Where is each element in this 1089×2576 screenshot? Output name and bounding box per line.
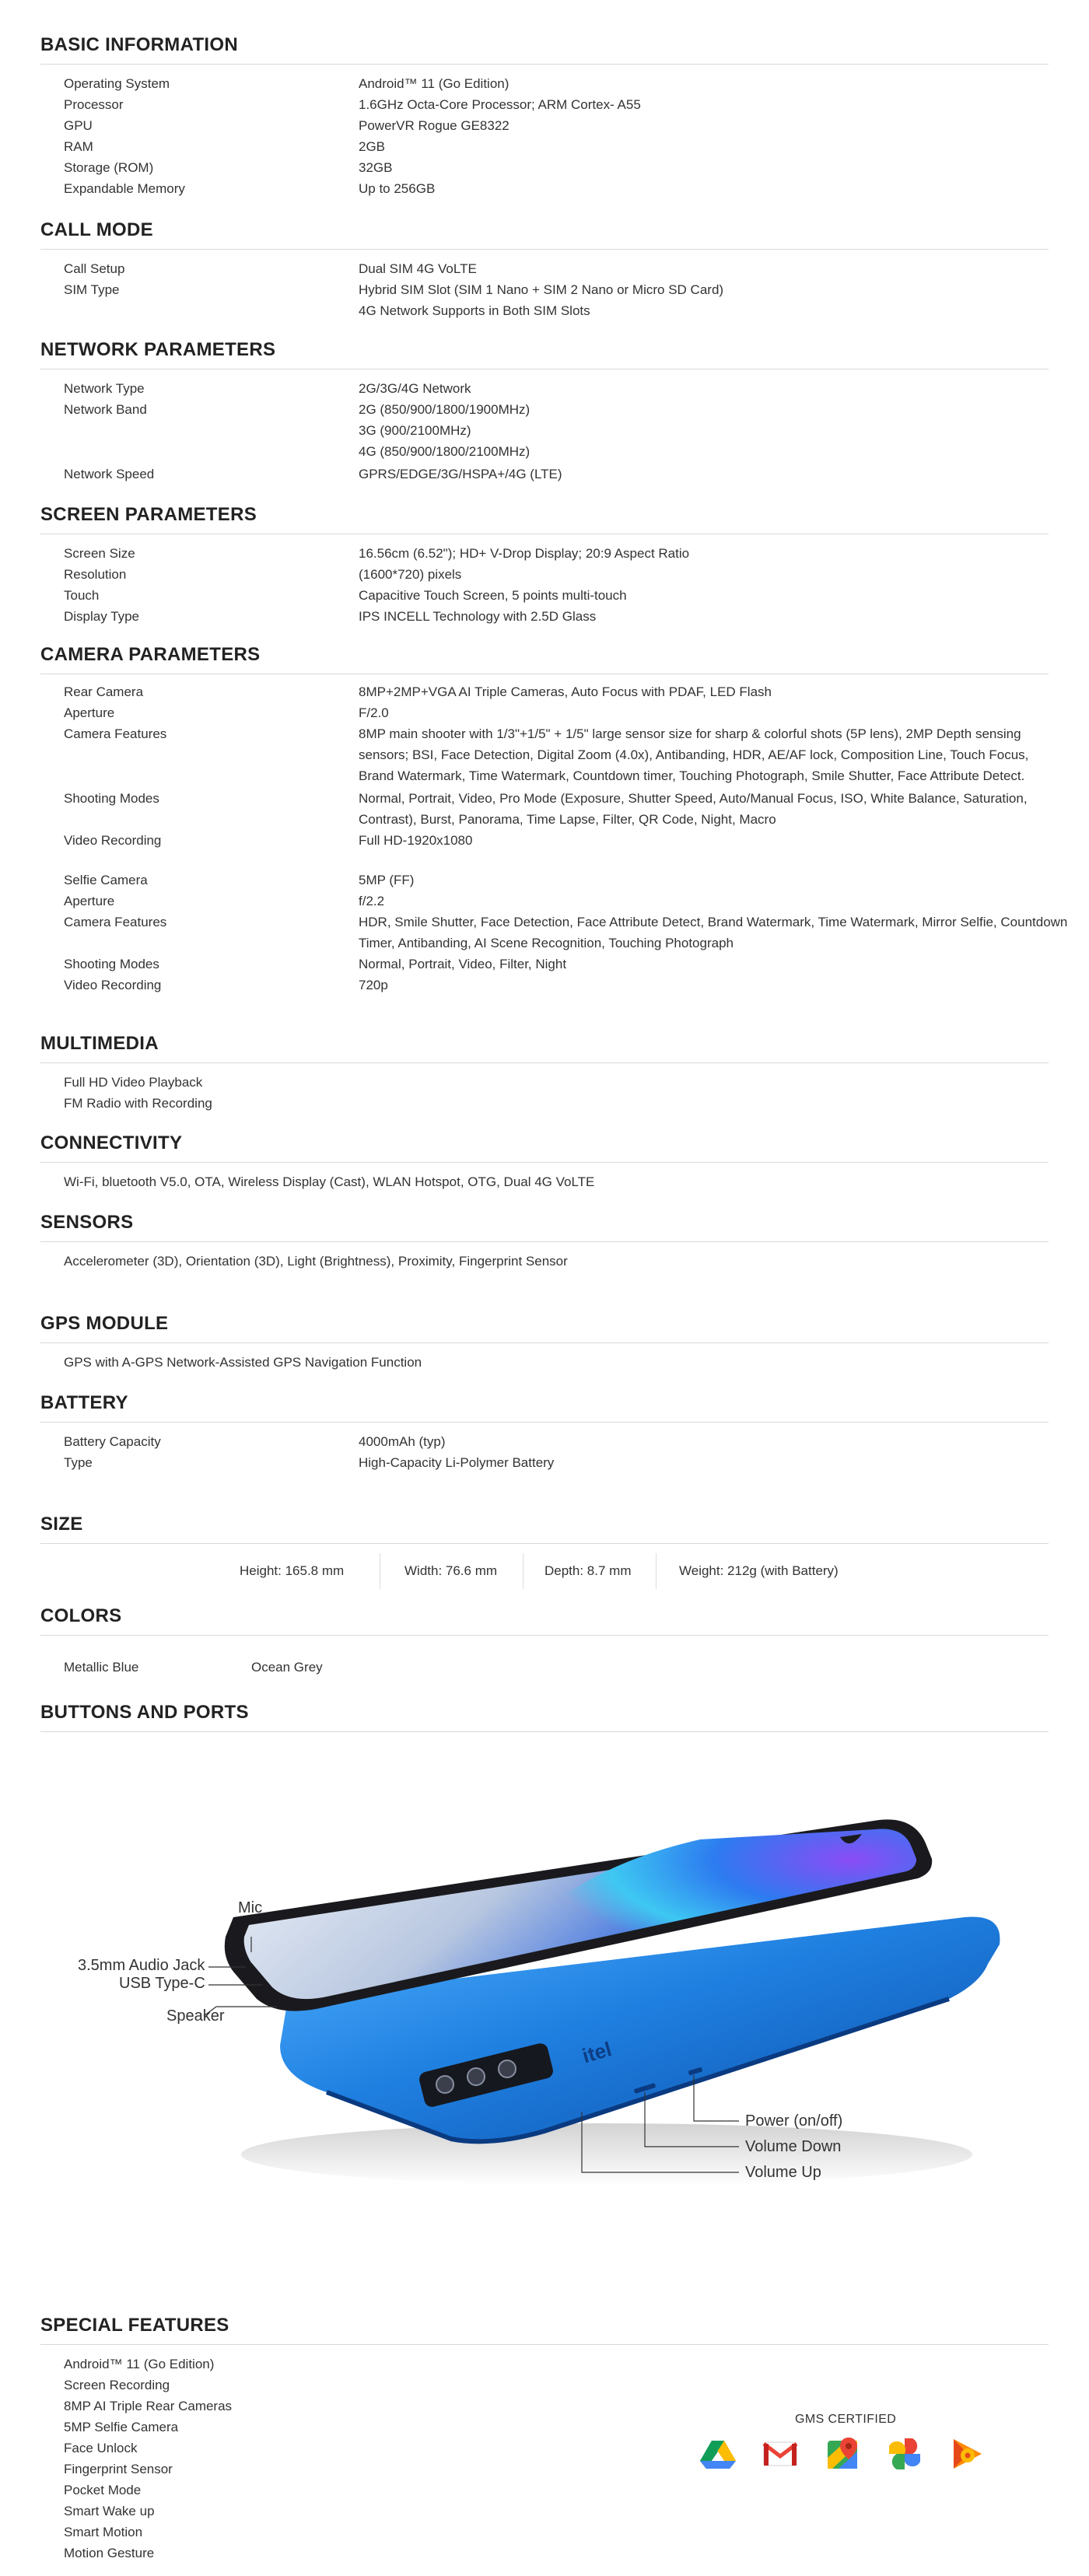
spec-label: Rear Camera <box>64 684 144 699</box>
spec-value: Contrast), Burst, Panorama, Time Lapse, Filter, QR Code, Night, Macro <box>359 812 776 827</box>
section-gps-module: GPS MODULE <box>40 1313 1049 1343</box>
size-height: Height: 165.8 mm <box>240 1563 345 1578</box>
spec-label: Screen Size <box>64 546 135 561</box>
spec-value: 32GB <box>359 160 393 175</box>
spec-value: Dual SIM 4G VoLTE <box>359 261 477 276</box>
section-screen-parameters: SCREEN PARAMETERS <box>40 504 1049 534</box>
spec-value: 4G (850/900/1800/2100MHz) <box>359 444 530 459</box>
spec-label: Network Band <box>64 402 147 417</box>
gps-text: GPS with A-GPS Network-Assisted GPS Navigation Function <box>64 1355 422 1370</box>
spec-value: Hybrid SIM Slot (SIM 1 Nano + SIM 2 Nano or Micro SD Card) <box>359 282 724 297</box>
spec-value: f/2.2 <box>359 894 385 908</box>
phone-shadow <box>241 2123 972 2186</box>
section-battery: BATTERY <box>40 1392 1049 1423</box>
spec-label: Camera Features <box>64 726 167 741</box>
spec-value: Normal, Portrait, Video, Pro Mode (Exposure, Shutter Speed, Auto/Manual Focus, ISO, White Balance, Saturation, <box>359 791 1028 806</box>
callout-usb-type-c: USB Type-C <box>119 1975 205 1992</box>
spec-value: 2GB <box>359 139 386 154</box>
spec-value: Capacitive Touch Screen, 5 points multi-touch <box>359 588 627 603</box>
callout-volume-down: Volume Down <box>745 2138 842 2155</box>
spec-value: Up to 256GB <box>359 181 436 196</box>
camera-lens <box>467 2068 485 2085</box>
spec-label: Type <box>64 1455 93 1470</box>
spec-value: GPRS/EDGE/3G/HSPA+/4G (LTE) <box>359 467 562 481</box>
section-sensors: SENSORS <box>40 1212 1049 1242</box>
size-depth: Depth: 8.7 mm <box>544 1563 632 1578</box>
spec-label: Display Type <box>64 609 140 624</box>
spec-label: Network Type <box>64 381 145 396</box>
section-call-mode: CALL MODE <box>40 219 1049 250</box>
section-connectivity: CONNECTIVITY <box>40 1132 1049 1163</box>
gmail-icon <box>761 2434 800 2473</box>
spec-label: Aperture <box>64 705 115 720</box>
spec-value: 8MP+2MP+VGA AI Triple Cameras, Auto Focus with PDAF, LED Flash <box>359 684 772 699</box>
feature-item: Android™ 11 (Go Edition) <box>64 2357 215 2371</box>
phone-illustration <box>0 1750 1089 2232</box>
callout-volume-up: Volume Up <box>745 2164 821 2181</box>
section-camera-parameters: CAMERA PARAMETERS <box>40 644 1049 674</box>
spec-label: RAM <box>64 139 93 154</box>
spec-value: 2G (850/900/1800/1900MHz) <box>359 402 530 417</box>
spec-label: SIM Type <box>64 282 120 297</box>
spec-label: Call Setup <box>64 261 125 276</box>
spec-value: 4000mAh (typ) <box>359 1434 446 1449</box>
spec-label: GPU <box>64 118 93 133</box>
sensors-text: Accelerometer (3D), Orientation (3D), Light (Brightness), Proximity, Fingerprint Sensor <box>64 1254 568 1269</box>
color-option-metallic-blue: Metallic Blue <box>64 1660 139 1675</box>
spec-value: Full HD-1920x1080 <box>359 833 473 848</box>
spec-value: F/2.0 <box>359 705 389 720</box>
spec-value: 2G/3G/4G Network <box>359 381 471 396</box>
spec-value: High-Capacity Li-Polymer Battery <box>359 1455 555 1470</box>
spec-value: 8MP main shooter with 1/3"+1/5" + 1/5" large sensor size for sharp & colorful shots (5P lens), 2MP Depth sensing <box>359 726 1021 741</box>
feature-item: 5MP Selfie Camera <box>64 2420 179 2434</box>
spec-label: Selfie Camera <box>64 873 148 887</box>
spec-value: Normal, Portrait, Video, Filter, Night <box>359 957 567 971</box>
section-colors: COLORS <box>40 1605 1049 1636</box>
spec-label: Camera Features <box>64 915 167 929</box>
spec-value: Brand Watermark, Time Watermark, Countdown timer, Touching Photograph, Smile Shutter, Face Attribute Detect. <box>359 768 1025 783</box>
feature-item: Smart Motion <box>64 2525 143 2539</box>
size-weight: Weight: 212g (with Battery) <box>679 1563 839 1578</box>
feature-item: Fingerprint Sensor <box>64 2462 173 2476</box>
camera-lens <box>436 2076 453 2093</box>
spec-value: Timer, Antibanding, AI Scene Recognition, Touching Photograph <box>359 936 734 950</box>
size-divider <box>656 1553 657 1589</box>
spec-value: 720p <box>359 978 388 992</box>
feature-item: Smart Wake up <box>64 2504 155 2518</box>
color-option-ocean-grey: Ocean Grey <box>251 1660 323 1675</box>
spec-value: HDR, Smile Shutter, Face Detection, Face Attribute Detect, Brand Watermark, Time Watermark, Mirror Selfie, Countdown <box>359 915 1068 929</box>
spec-value: sensors; BSI, Face Detection, Digital Zoom (4.0x), Antibanding, HDR, AE/AF lock, Composition Line, Touch Focus, <box>359 747 1029 762</box>
maps-icon <box>823 2434 862 2473</box>
brand-logo: itel <box>580 2037 615 2068</box>
spec-label: Aperture <box>64 894 115 908</box>
spec-label: Network Speed <box>64 467 155 481</box>
callout-power: Power (on/off) <box>745 2112 843 2130</box>
callout-speaker: Speaker <box>166 2007 225 2025</box>
spec-label: Processor <box>64 97 124 112</box>
section-multimedia: MULTIMEDIA <box>40 1033 1049 1063</box>
play-music-icon <box>947 2434 986 2473</box>
section-network-parameters: NETWORK PARAMETERS <box>40 339 1049 369</box>
spec-value: 4G Network Supports in Both SIM Slots <box>359 303 590 318</box>
gms-certified-label: GMS CERTIFIED <box>795 2413 897 2426</box>
callout-audio-jack: 3.5mm Audio Jack <box>78 1957 205 1974</box>
feature-item: Pocket Mode <box>64 2483 142 2497</box>
section-special-features: SPECIAL FEATURES <box>40 2315 1049 2345</box>
feature-item: 8MP AI Triple Rear Cameras <box>64 2399 233 2413</box>
spec-label: Battery Capacity <box>64 1434 161 1449</box>
spec-label: Video Recording <box>64 833 162 848</box>
spec-label: Resolution <box>64 567 127 582</box>
connectivity-text: Wi-Fi, bluetooth V5.0, OTA, Wireless Display (Cast), WLAN Hotspot, OTG, Dual 4G VoLTE <box>64 1174 595 1189</box>
spec-value: 1.6GHz Octa-Core Processor; ARM Cortex- A55 <box>359 97 641 112</box>
spec-label: Touch <box>64 588 100 603</box>
feature-item: Face Unlock <box>64 2441 138 2455</box>
section-basic-information: BASIC INFORMATION <box>40 34 1049 65</box>
spec-value: 5MP (FF) <box>359 873 415 887</box>
feature-item: Motion Gesture <box>64 2546 155 2560</box>
spec-value: Android™ 11 (Go Edition) <box>359 76 509 91</box>
spec-value: 16.56cm (6.52"); HD+ V-Drop Display; 20:9 Aspect Ratio <box>359 546 690 561</box>
multimedia-item: FM Radio with Recording <box>64 1096 212 1111</box>
feature-item: Screen Recording <box>64 2378 170 2392</box>
spec-label: Shooting Modes <box>64 957 159 971</box>
spec-label: Operating System <box>64 76 170 91</box>
photos-icon <box>885 2434 924 2473</box>
spec-label: Shooting Modes <box>64 791 159 806</box>
spec-value: (1600*720) pixels <box>359 567 462 582</box>
spec-label: Storage (ROM) <box>64 160 154 175</box>
section-size: SIZE <box>40 1514 1049 1544</box>
size-width: Width: 76.6 mm <box>404 1563 498 1578</box>
spec-value: IPS INCELL Technology with 2.5D Glass <box>359 609 597 624</box>
spec-label: Expandable Memory <box>64 181 185 196</box>
spec-label: Video Recording <box>64 978 162 992</box>
multimedia-item: Full HD Video Playback <box>64 1075 203 1090</box>
camera-lens <box>499 2060 516 2077</box>
callout-mic: Mic <box>238 1899 263 1916</box>
drive-icon <box>699 2434 737 2473</box>
spec-value: PowerVR Rogue GE8322 <box>359 118 509 133</box>
section-buttons-and-ports: BUTTONS AND PORTS <box>40 1702 1049 1732</box>
spec-value: 3G (900/2100MHz) <box>359 423 471 438</box>
